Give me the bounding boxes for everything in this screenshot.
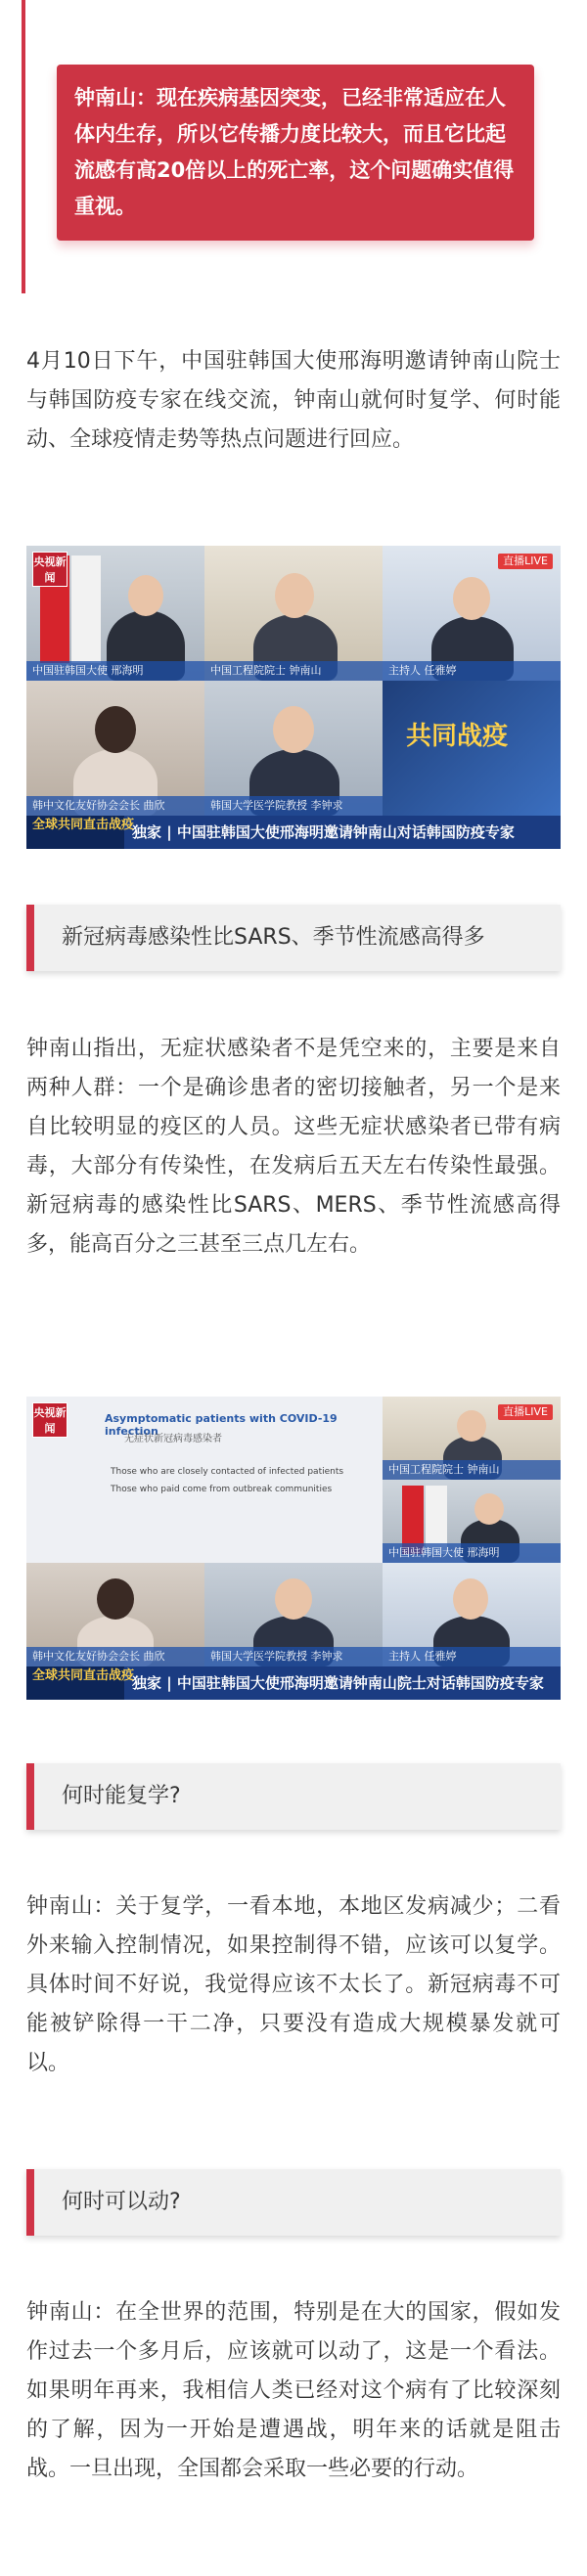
paragraph-travel: 钟南山：在全世界的范围，特别是在大的国家，假如发作过去一个多月后，应该就可以动了，这是一个看法。如果明年再来，我相信人类已经对这个病有了比较深刻的了解，因为一开始是遭遇战，明年来的话就是阻击战。一旦出现，全国都会采取一些必要的行动。 — [26, 2300, 561, 2481]
flag-korea — [71, 555, 101, 663]
video-banner — [26, 816, 561, 849]
person-head — [275, 573, 314, 618]
caption-1: 中国工程院院士 钟南山 — [383, 1460, 561, 1480]
caption-5: 韩国大学医学院教授 李钟求 — [204, 796, 383, 816]
video-tile-badge — [383, 681, 561, 816]
live-badge: 直播LIVE — [498, 554, 553, 569]
person-head — [453, 1578, 488, 1620]
person-head — [275, 1578, 312, 1620]
section-title: 新冠病毒感染性比SARS、季节性流感高得多 — [62, 925, 485, 950]
program-label: 全球共同直击战疫 — [26, 1666, 124, 1700]
video-tile-lee — [204, 681, 383, 816]
video-tile-host — [383, 546, 561, 681]
quote-section — [0, 0, 587, 293]
person-head — [97, 1578, 134, 1620]
paragraph-infectivity: 钟南山指出，无症状感染者不是凭空来的，主要是来自两种人群：一个是确诊患者的密切接触者，另一个是来自比较明显的疫区的人员。这些无症状感染者已带有病毒，大部分有传染性，在发病后五天左右传染性最强。新冠病毒的感染性比SARS、MERS、季节性流感高得多，能高百分之三甚至三点几左右。 — [26, 1037, 561, 1257]
video-tile-qu — [26, 681, 204, 816]
slide-line-2: Those who paid come from outbreak communities — [111, 1485, 333, 1494]
person-head — [128, 575, 163, 616]
caption-2: 中国工程院院士 钟南山 — [204, 661, 383, 681]
person-head — [95, 706, 136, 753]
caption-1: 中国驻韩国大使 邢海明 — [26, 661, 204, 681]
video-banner — [26, 1666, 561, 1700]
section-header-school — [26, 1763, 561, 1830]
caption-2: 中国驻韩国大使 邢海明 — [383, 1543, 561, 1563]
live-badge: 直播LIVE — [498, 1404, 553, 1420]
caption-4: 韩中文化友好协会会长 曲欣 — [26, 1647, 204, 1666]
caption-5: 韩国大学医学院教授 李钟求 — [204, 1647, 383, 1666]
person-head — [273, 706, 314, 753]
person-head — [457, 1410, 486, 1442]
person-head — [453, 577, 490, 620]
section-title: 何时可以动? — [62, 2190, 181, 2214]
quote-box: 钟南山：现在疾病基因突变，已经非常适应在人体内生存，所以它传播力度比较大，而且它比起流感有高20倍以上的死亡率，这个问题确实值得重视。 — [57, 65, 534, 241]
badge-text: 共同战疫 — [406, 722, 509, 751]
intro-paragraph: 4月10日下午，中国驻韩国大使邢海明邀请钟南山院士与韩国防疫专家在线交流，钟南山就何时复学、何时能动、全球疫情走势等热点问题进行回应。 — [26, 349, 561, 452]
cctv-news-logo: 央视新闻 — [32, 552, 68, 587]
program-label: 全球共同直击战疫 — [26, 816, 124, 849]
video-tile-ambassador — [383, 1480, 561, 1563]
caption-3: 主持人 任雅婷 — [383, 1647, 561, 1666]
banner-text: 独家 | 中国驻韩国大使邢海明邀请钟南山院士对话韩国防疫专家 — [132, 1674, 544, 1692]
caption-3: 主持人 任雅婷 — [383, 661, 561, 681]
section-header-infectivity — [26, 905, 561, 971]
video-tile-lee — [204, 1563, 383, 1666]
video-thumbnail-1[interactable] — [26, 546, 561, 849]
person-head — [474, 1493, 504, 1525]
video-thumbnail-2[interactable] — [26, 1397, 561, 1700]
video-tile-qu — [26, 1563, 204, 1666]
slide-subtitle: 无症状新冠病毒感染者 — [124, 1434, 222, 1444]
video-tile-zhong — [204, 546, 383, 681]
quote-accent-line — [22, 0, 25, 293]
slide-title: Asymptomatic patients with COVID-19 infection — [105, 1412, 338, 1438]
cctv-news-logo: 央视新闻 — [32, 1402, 68, 1438]
section-title: 何时能复学? — [62, 1784, 181, 1808]
paragraph-school: 钟南山：关于复学，一看本地，本地区发病减少；二看外来输入控制情况，如果控制得不错，应该可以复学。具体时间不好说，我觉得应该不太长了。新冠病毒不可能被铲除得一干二净，只要没有造成大规模暴发就可以。 — [26, 1894, 561, 2075]
banner-text: 独家 | 中国驻韩国大使邢海明邀请钟南山对话韩国防疫专家 — [132, 823, 515, 841]
video-tile-zhong — [383, 1397, 561, 1480]
caption-4: 韩中文化友好协会会长 曲欣 — [26, 796, 204, 816]
slide-line-1: Those who are closely contacted of infected patients — [111, 1467, 344, 1477]
video-tile-host — [383, 1563, 561, 1666]
section-header-travel — [26, 2169, 561, 2236]
video-tile-slide — [26, 1397, 383, 1563]
